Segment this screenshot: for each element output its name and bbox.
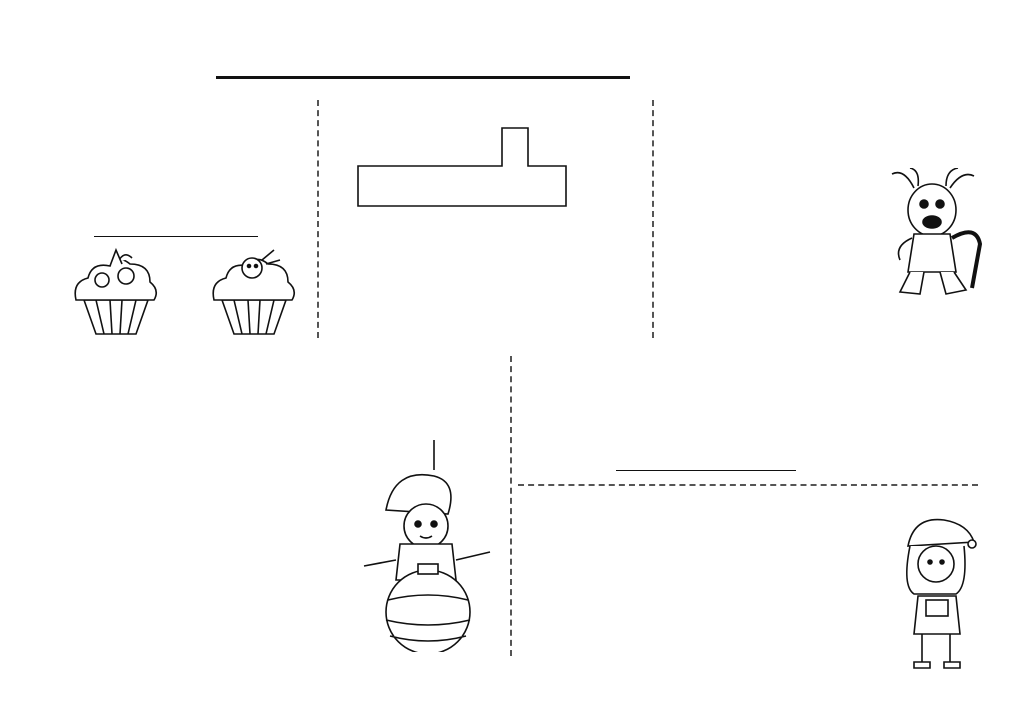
q1-answer-line[interactable] xyxy=(94,236,258,237)
divider-vertical-2 xyxy=(652,100,654,338)
stocking-border-bottom xyxy=(0,675,1024,709)
divider-horizontal-bones xyxy=(66,348,986,354)
cupcake-icon xyxy=(75,250,156,334)
area-grid xyxy=(537,524,649,646)
perimeter-shape xyxy=(330,110,650,230)
stocking-border-top xyxy=(0,0,1024,34)
cupcakes-clipart xyxy=(66,246,306,338)
reindeer-clipart xyxy=(884,168,984,298)
elf-ornament-clipart xyxy=(356,440,496,652)
stocking-border-right xyxy=(988,34,1024,675)
divider-vertical-3 xyxy=(510,356,512,656)
divider-vertical-1 xyxy=(317,100,319,338)
girl-clipart xyxy=(894,516,978,672)
stocking-border-left xyxy=(0,34,36,675)
divider-horizontal-2 xyxy=(518,484,978,486)
q5-answer-line[interactable] xyxy=(616,470,796,471)
cupcake-icon xyxy=(213,250,294,334)
name-field[interactable] xyxy=(216,76,630,79)
